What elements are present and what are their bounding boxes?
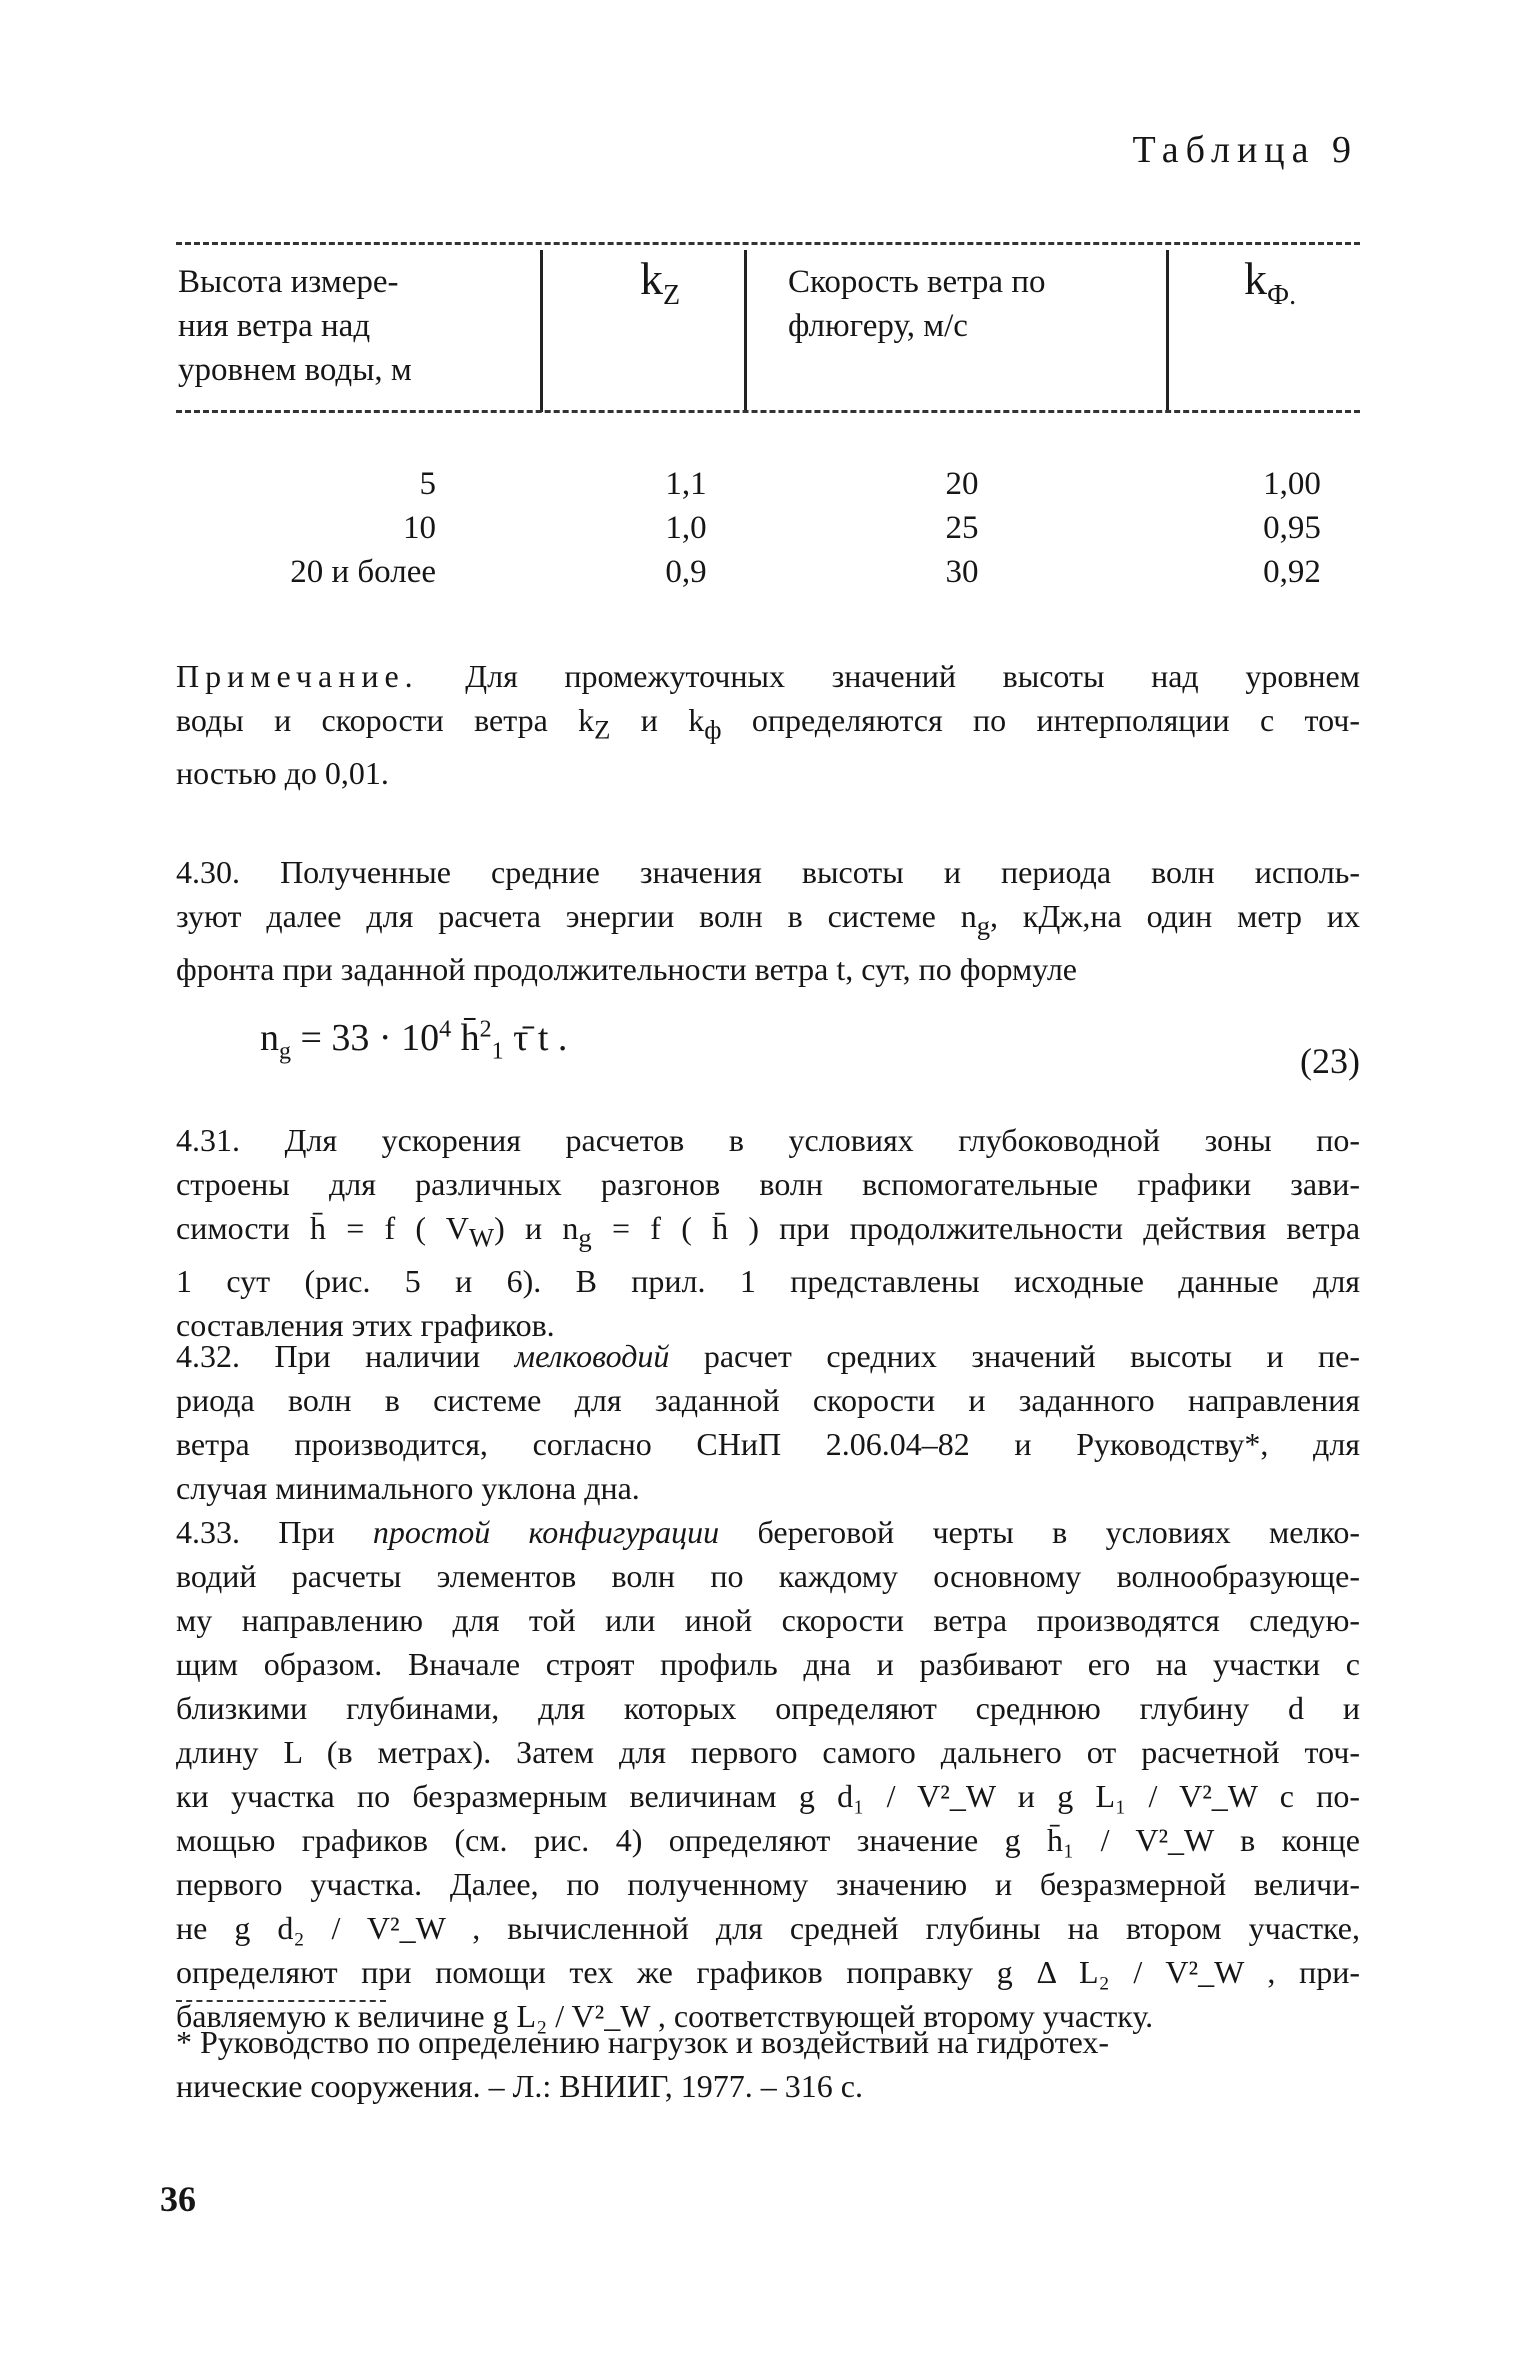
paragraph-line: му направлению для той или иной скорости ветра производятся следую-: [176, 1602, 1360, 1638]
header-speed: [788, 260, 1158, 348]
header-height: [178, 260, 528, 392]
paragraph-text: = f ( h̄ ) при продолжительности действия ветра: [591, 1210, 1361, 1246]
paragraph-line: риода волн в системе для заданной скорости и заданного направления: [176, 1382, 1360, 1418]
table-top-rule: [176, 242, 1360, 245]
formula-lhs-sub: g: [279, 1038, 291, 1065]
column-divider: [744, 250, 747, 412]
note-label: Примечание.: [176, 658, 419, 694]
header-kf-base: k: [1244, 253, 1267, 304]
cell-kf: 1,00: [1263, 466, 1321, 502]
cell-height: 5: [419, 466, 436, 502]
paragraph-line: 4.31. Для ускорения расчетов в условиях глубоководной зоны по-: [176, 1122, 1360, 1158]
paragraph-line: определяют при помощи тех же графиков поправку g Δ L₂ / V²_W , при-: [176, 1954, 1360, 1990]
paragraph-line: бавляемую к величине g L₂ / V²_W , соответствующей второму участку.: [176, 1998, 1154, 2034]
header-kf-sub: Ф.: [1267, 280, 1297, 312]
paragraph-line: ки участка по безразмерным величинам g d₁ / V²_W и g L₁ / V²_W с по-: [176, 1778, 1360, 1814]
note-text: ностью до 0,01.: [176, 755, 389, 792]
formula-exponent: 4: [439, 1016, 452, 1043]
header-kz: [640, 252, 680, 312]
paragraph-sub: g: [578, 1222, 592, 1253]
note-text: воды и скорости ветра k: [176, 702, 595, 738]
cell-kz: 0,9: [665, 554, 707, 590]
note-sub: ф: [704, 714, 722, 745]
cell-kf: 0,92: [1263, 554, 1321, 590]
paragraph-line: близкими глубинами, для которых определяют среднюю глубину d и: [176, 1690, 1360, 1726]
formula-h: h̄: [451, 1017, 480, 1059]
paragraph-4-31: [176, 1118, 1360, 1347]
paragraph-sub: g: [976, 910, 991, 941]
cell-height: 10: [403, 510, 436, 546]
paragraph-line: ветра производится, согласно СНиП 2.06.04–82 и Руководству*, для: [176, 1426, 1360, 1462]
column-divider: [1166, 250, 1169, 412]
table-header-rule: [176, 410, 1360, 413]
note-text: Для промежуточных значений высоты над уровнем: [465, 658, 1361, 694]
note-text: определяются по интерполяции с точ-: [721, 702, 1360, 738]
paragraph-line: 1 сут (рис. 5 и 6). В прил. 1 представлены исходные данные для: [176, 1263, 1360, 1300]
paragraph-text: береговой черты в условиях мелко-: [719, 1514, 1361, 1550]
paragraph-line: водий расчеты элементов волн по каждому основному волнообразующе-: [176, 1558, 1360, 1594]
formula-lhs: n: [260, 1017, 279, 1059]
paragraph-line: случая минимального уклона дна.: [176, 1470, 640, 1506]
paragraph-line: не g d₂ / V²_W , вычисленной для средней глубины на втором участке,: [176, 1910, 1360, 1946]
paragraph-text: зуют далее для расчета энергии волн в системе n: [176, 898, 977, 934]
paragraph-line: фронта при заданной продолжительности ветра t, сут, по формуле: [176, 951, 1077, 988]
page-number: 36: [160, 2179, 196, 2219]
header-height-line: уровнем воды, м: [178, 352, 412, 388]
paragraph-line: длину L (в метрах). Затем для первого самого дальнего от расчетной точ-: [176, 1734, 1360, 1770]
paragraph-line: щим образом. Вначале строят профиль дна и разбивают его на участки с: [176, 1646, 1360, 1682]
footnote: [176, 2020, 1360, 2108]
paragraph-4-33: [176, 1510, 1360, 2038]
cell-kz: 1,0: [665, 510, 707, 546]
note-sub: Z: [594, 714, 611, 745]
paragraph-line: 4.30. Полученные средние значения высоты и периода волн исполь-: [176, 854, 1360, 890]
cell-speed: 25: [945, 510, 979, 546]
table-row: [176, 554, 1360, 598]
cell-height: 20 и более: [290, 554, 436, 590]
table-note: [176, 654, 1360, 795]
header-speed-line: флюгеру, м/с: [788, 308, 968, 344]
formula-tail: τ̄ t .: [503, 1017, 568, 1059]
paragraph-text: 4.33. При: [176, 1514, 373, 1550]
paragraph-text: ) и n: [494, 1210, 579, 1246]
footnote-divider: [176, 2000, 386, 2002]
paragraph-line: строены для различных разгонов волн вспомогательные графики зави-: [176, 1166, 1360, 1202]
paragraph-sub: W: [468, 1222, 495, 1253]
header-height-line: ния ветра над: [178, 308, 371, 344]
paragraph-italic: простой конфигурации: [372, 1514, 720, 1550]
header-kf: [1244, 252, 1296, 312]
formula-h-sub: 1: [491, 1038, 504, 1065]
paragraph-line: первого участка. Далее, по полученному значению и безразмерной величи-: [176, 1866, 1360, 1902]
header-kz-base: k: [640, 253, 663, 304]
header-kz-sub: Z: [663, 280, 681, 312]
paragraph-text: 4.32. При наличии: [176, 1338, 515, 1374]
formula-body: = 33 · 10: [291, 1017, 440, 1059]
paragraph-line: мощью графиков (см. рис. 4) определяют значение g h̄₁ / V²_W в конце: [176, 1822, 1360, 1858]
header-height-line: Высота измере-: [178, 264, 399, 300]
footnote-line: нические сооружения. – Л.: ВНИИГ, 1977. – 316 с.: [176, 2068, 863, 2104]
paragraph-text: , кДж,на один метр их: [990, 898, 1360, 934]
paragraph-4-32: [176, 1334, 1360, 1510]
column-divider: [540, 250, 543, 412]
note-text: и k: [610, 702, 705, 738]
equation-number: (23): [1300, 1041, 1360, 1081]
table-row: [176, 466, 1360, 510]
paragraph-italic: мелководий: [514, 1338, 670, 1374]
cell-kf: 0,95: [1263, 510, 1321, 546]
table-row: [176, 510, 1360, 554]
cell-kz: 1,1: [665, 466, 707, 502]
cell-speed: 20: [945, 466, 979, 502]
cell-speed: 30: [945, 554, 979, 590]
paragraph-line: составления этих графиков.: [176, 1307, 555, 1344]
paragraph-text: симости h̄ = f ( V: [176, 1210, 469, 1246]
table-caption: Таблица 9: [1132, 129, 1358, 171]
formula-h-sup: 2: [479, 1016, 492, 1043]
paragraph-text: расчет средних значений высоты и пе-: [669, 1338, 1361, 1374]
footnote-line: * Руководство по определению нагрузок и воздействий на гидротех-: [176, 2024, 1110, 2060]
formula-23: [260, 1016, 567, 1066]
header-speed-line: Скорость ветра по: [788, 264, 1046, 300]
paragraph-4-30: [176, 850, 1360, 991]
